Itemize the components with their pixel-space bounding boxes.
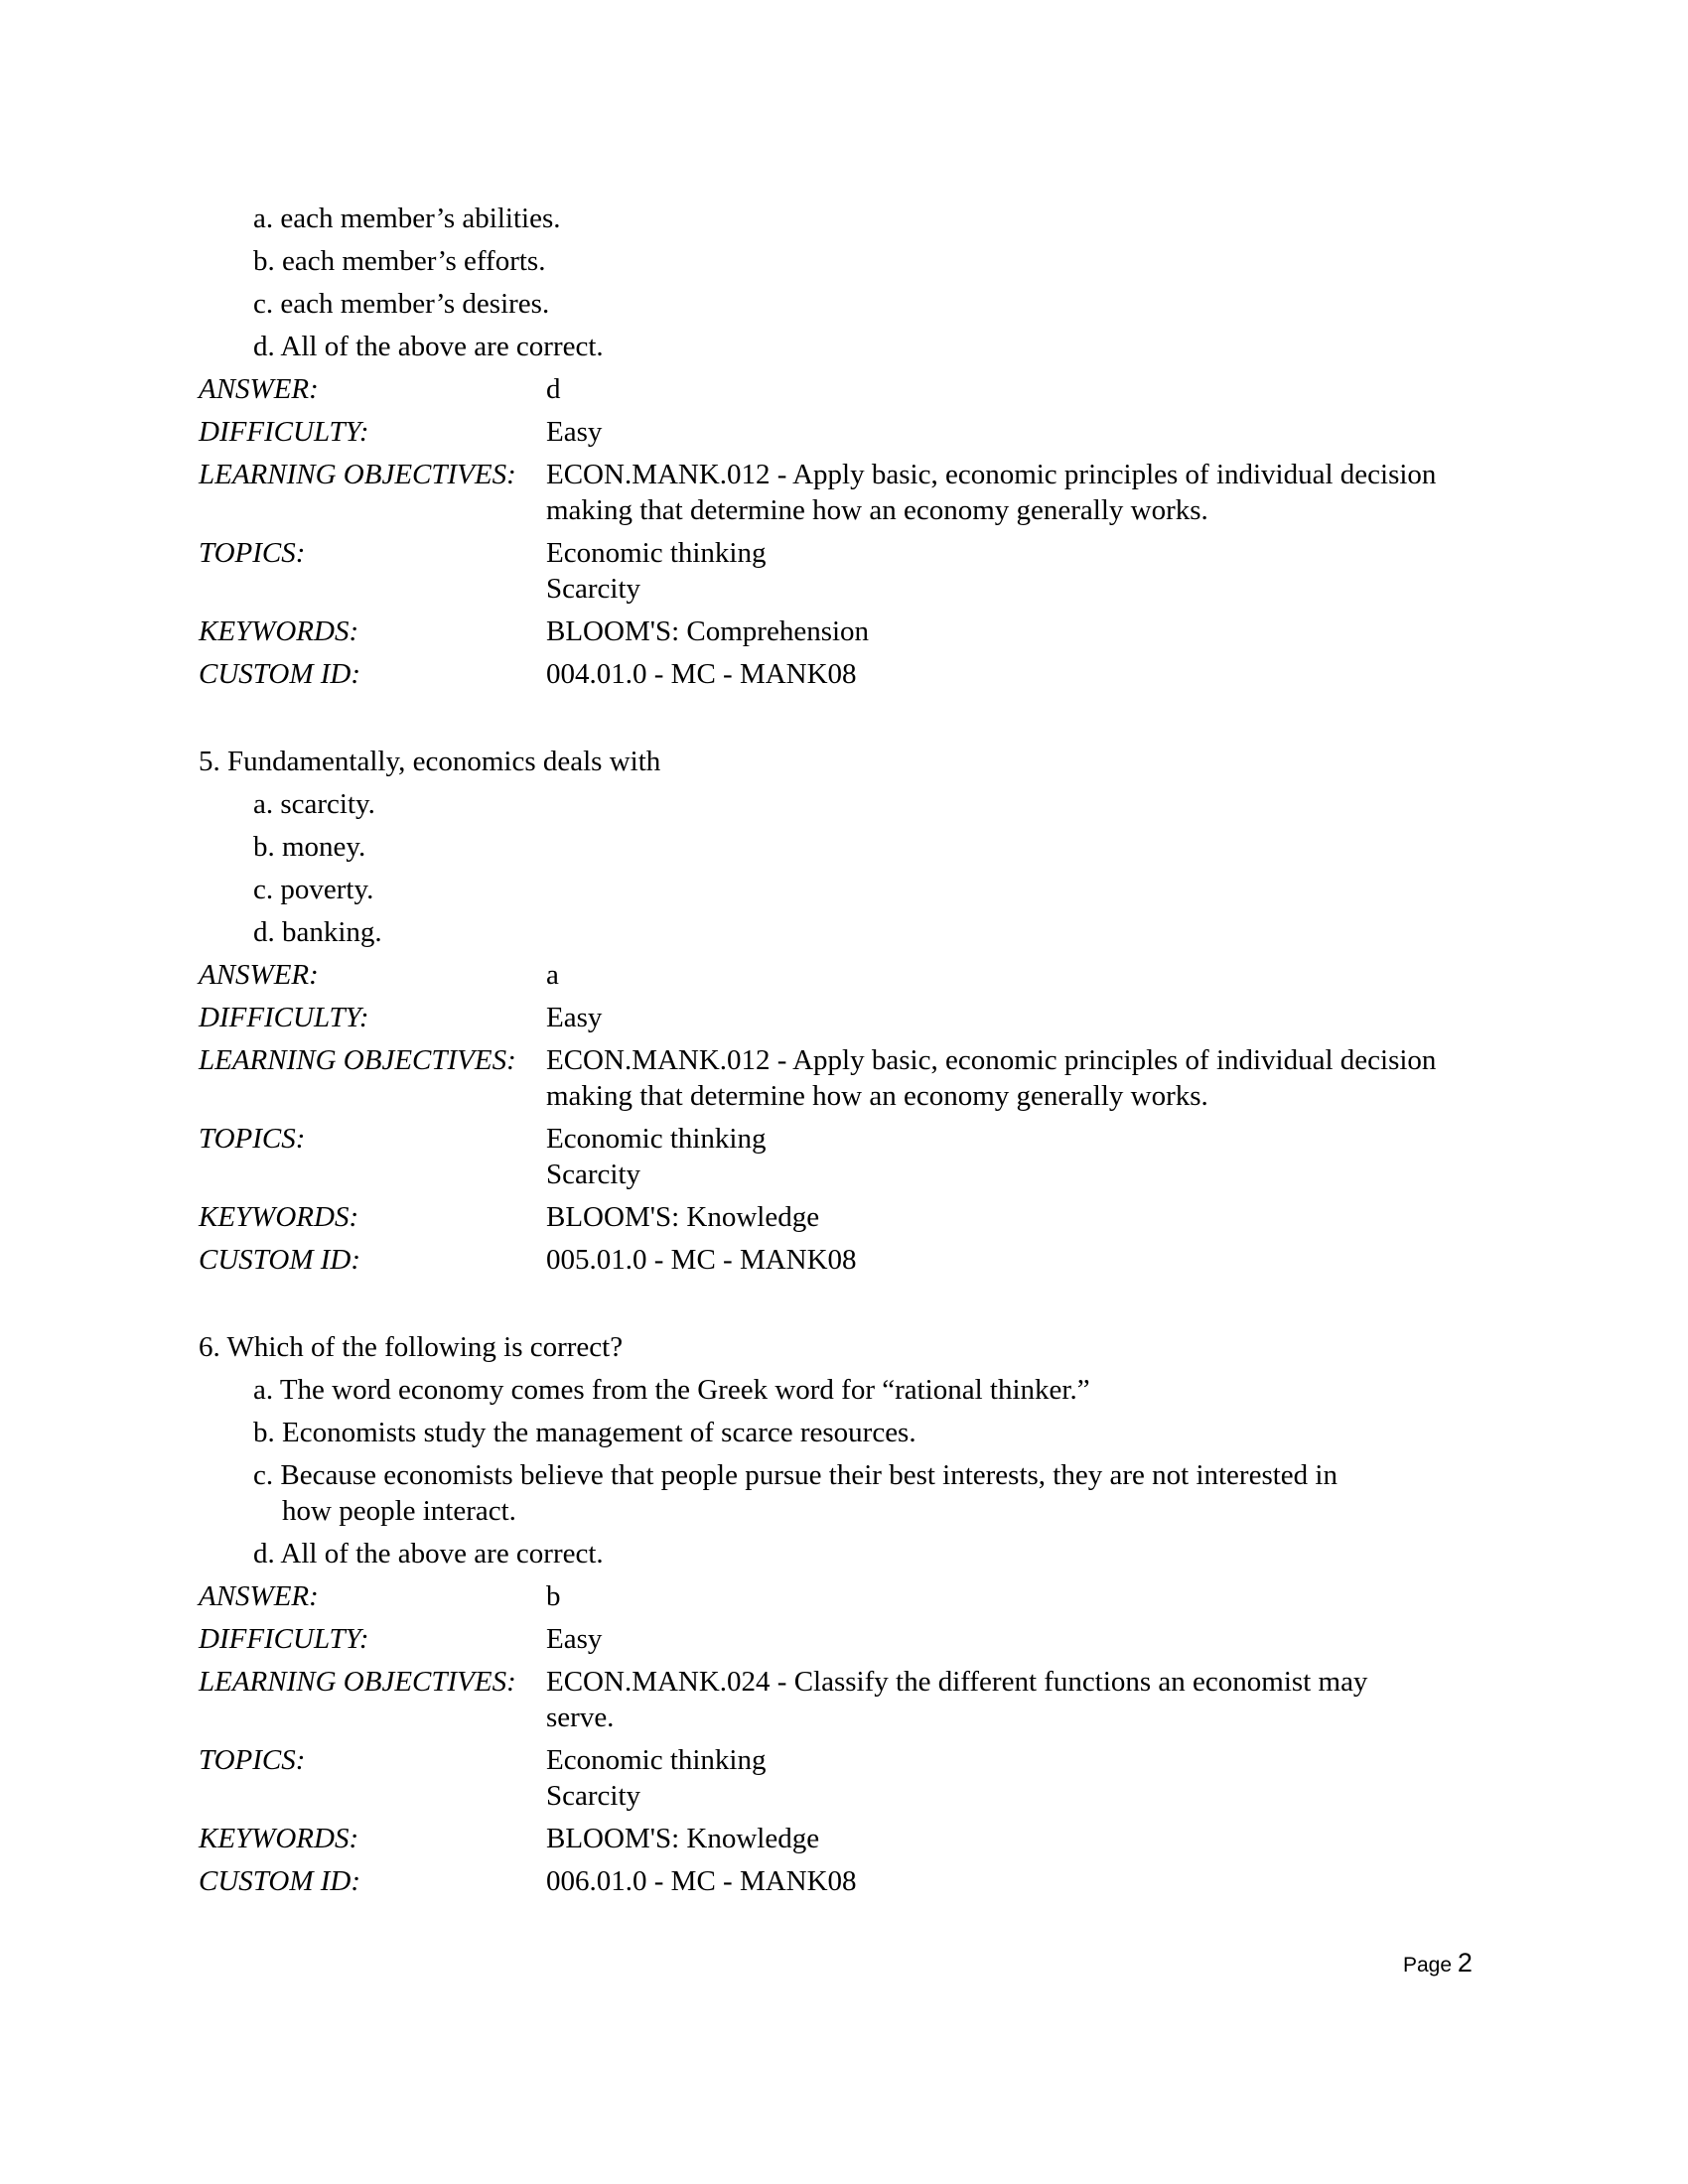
topics-row <box>199 535 1509 614</box>
custom-id-label: CUSTOM ID: <box>199 1244 360 1276</box>
difficulty-row <box>199 414 1509 457</box>
learning-objectives-label: LEARNING OBJECTIVES: <box>199 1666 516 1698</box>
topics-label: TOPICS: <box>199 1744 306 1776</box>
option-c-line-1: c. Because economists believe that people pursue their best interests, they are not interested in <box>253 1459 1337 1491</box>
learning-objectives-label: LEARNING OBJECTIVES: <box>199 459 516 490</box>
option-a: a. scarcity. <box>253 788 375 820</box>
option-c <box>199 1457 1509 1536</box>
answer-value: b <box>546 1580 561 1612</box>
difficulty-row <box>199 1621 1509 1664</box>
custom-id-label: CUSTOM ID: <box>199 1865 360 1897</box>
learning-objectives-value <box>546 457 1509 535</box>
keywords-row <box>199 614 1509 656</box>
topic-2: Scarcity <box>546 1159 641 1190</box>
option-b: b. Economists study the management of scarce resources. <box>253 1417 916 1448</box>
option-d: d. banking. <box>253 916 382 948</box>
custom-id-value: 006.01.0 - MC - MANK08 <box>546 1865 857 1897</box>
keywords-value: BLOOM'S: Comprehension <box>546 615 870 647</box>
answer-label: ANSWER: <box>199 959 319 991</box>
keywords-value: BLOOM'S: Knowledge <box>546 1823 820 1854</box>
answer-row <box>199 1578 1509 1621</box>
option-c: c. each member’s desires. <box>253 288 550 320</box>
option-a: a. each member’s abilities. <box>253 203 561 234</box>
custom-id-row <box>199 1863 1509 1906</box>
page-number-value: 2 <box>1457 1948 1473 1978</box>
keywords-label: KEYWORDS: <box>199 1823 359 1854</box>
learning-objectives-label: LEARNING OBJECTIVES: <box>199 1044 516 1076</box>
answer-row <box>199 957 1509 1000</box>
topic-2: Scarcity <box>546 573 641 605</box>
difficulty-value: Easy <box>546 1623 603 1655</box>
keywords-label: KEYWORDS: <box>199 1201 359 1233</box>
topics-row <box>199 1121 1509 1199</box>
topic-1: Economic thinking <box>546 1123 767 1155</box>
learning-objectives-row <box>199 457 1509 535</box>
custom-id-row <box>199 1242 1509 1285</box>
option-d: d. All of the above are correct. <box>253 331 604 362</box>
keywords-row <box>199 1199 1509 1242</box>
question-text: 6. Which of the following is correct? <box>199 1331 624 1363</box>
custom-id-row <box>199 656 1509 699</box>
keywords-row <box>199 1821 1509 1863</box>
topic-1: Economic thinking <box>546 537 767 569</box>
keywords-value: BLOOM'S: Knowledge <box>546 1201 820 1233</box>
learning-objective-line-1: ECON.MANK.024 - Classify the different functions an economist may <box>546 1666 1368 1698</box>
option-c: c. poverty. <box>253 874 374 905</box>
learning-objectives-value <box>546 1042 1509 1121</box>
difficulty-value: Easy <box>546 1002 603 1033</box>
learning-objective-line-2: making that determine how an economy generally works. <box>546 494 1208 526</box>
answer-label: ANSWER: <box>199 1580 319 1612</box>
learning-objective-line-2: making that determine how an economy generally works. <box>546 1080 1208 1112</box>
learning-objectives-row <box>199 1664 1509 1742</box>
topics-label: TOPICS: <box>199 537 306 569</box>
difficulty-label: DIFFICULTY: <box>199 416 369 448</box>
topics-value <box>546 535 1509 614</box>
page-label: Page <box>1403 1954 1453 1977</box>
topics-value <box>546 1121 1509 1199</box>
answer-value: a <box>546 959 559 991</box>
topic-1: Economic thinking <box>546 1744 767 1776</box>
topics-label: TOPICS: <box>199 1123 306 1155</box>
difficulty-value: Easy <box>546 416 603 448</box>
question-5 <box>199 744 1509 1285</box>
option-d: d. All of the above are correct. <box>253 1538 604 1570</box>
option-b: b. each member’s efforts. <box>253 245 546 277</box>
topics-value <box>546 1742 1509 1821</box>
page-number <box>1403 1948 1473 1979</box>
option-b: b. money. <box>253 831 366 863</box>
learning-objectives-row <box>199 1042 1509 1121</box>
difficulty-row <box>199 1000 1509 1042</box>
keywords-label: KEYWORDS: <box>199 615 359 647</box>
answer-value: d <box>546 373 561 405</box>
topic-2: Scarcity <box>546 1780 641 1812</box>
learning-objectives-value <box>546 1664 1509 1742</box>
difficulty-label: DIFFICULTY: <box>199 1623 369 1655</box>
question-content <box>199 201 1509 1906</box>
custom-id-label: CUSTOM ID: <box>199 658 360 690</box>
question-text: 5. Fundamentally, economics deals with <box>199 746 661 777</box>
custom-id-value: 005.01.0 - MC - MANK08 <box>546 1244 857 1276</box>
learning-objective-line-1: ECON.MANK.012 - Apply basic, economic principles of individual decision <box>546 459 1437 490</box>
difficulty-label: DIFFICULTY: <box>199 1002 369 1033</box>
question-6 <box>199 1329 1509 1906</box>
option-a: a. The word economy comes from the Greek word for “rational thinker.” <box>253 1374 1090 1406</box>
learning-objective-line-1: ECON.MANK.012 - Apply basic, economic principles of individual decision <box>546 1044 1437 1076</box>
answer-label: ANSWER: <box>199 373 319 405</box>
option-c-line-2: how people interact. <box>282 1495 516 1527</box>
custom-id-value: 004.01.0 - MC - MANK08 <box>546 658 857 690</box>
question-4 <box>199 201 1509 699</box>
topics-row <box>199 1742 1509 1821</box>
answer-row <box>199 371 1509 414</box>
learning-objective-line-2: serve. <box>546 1702 615 1733</box>
